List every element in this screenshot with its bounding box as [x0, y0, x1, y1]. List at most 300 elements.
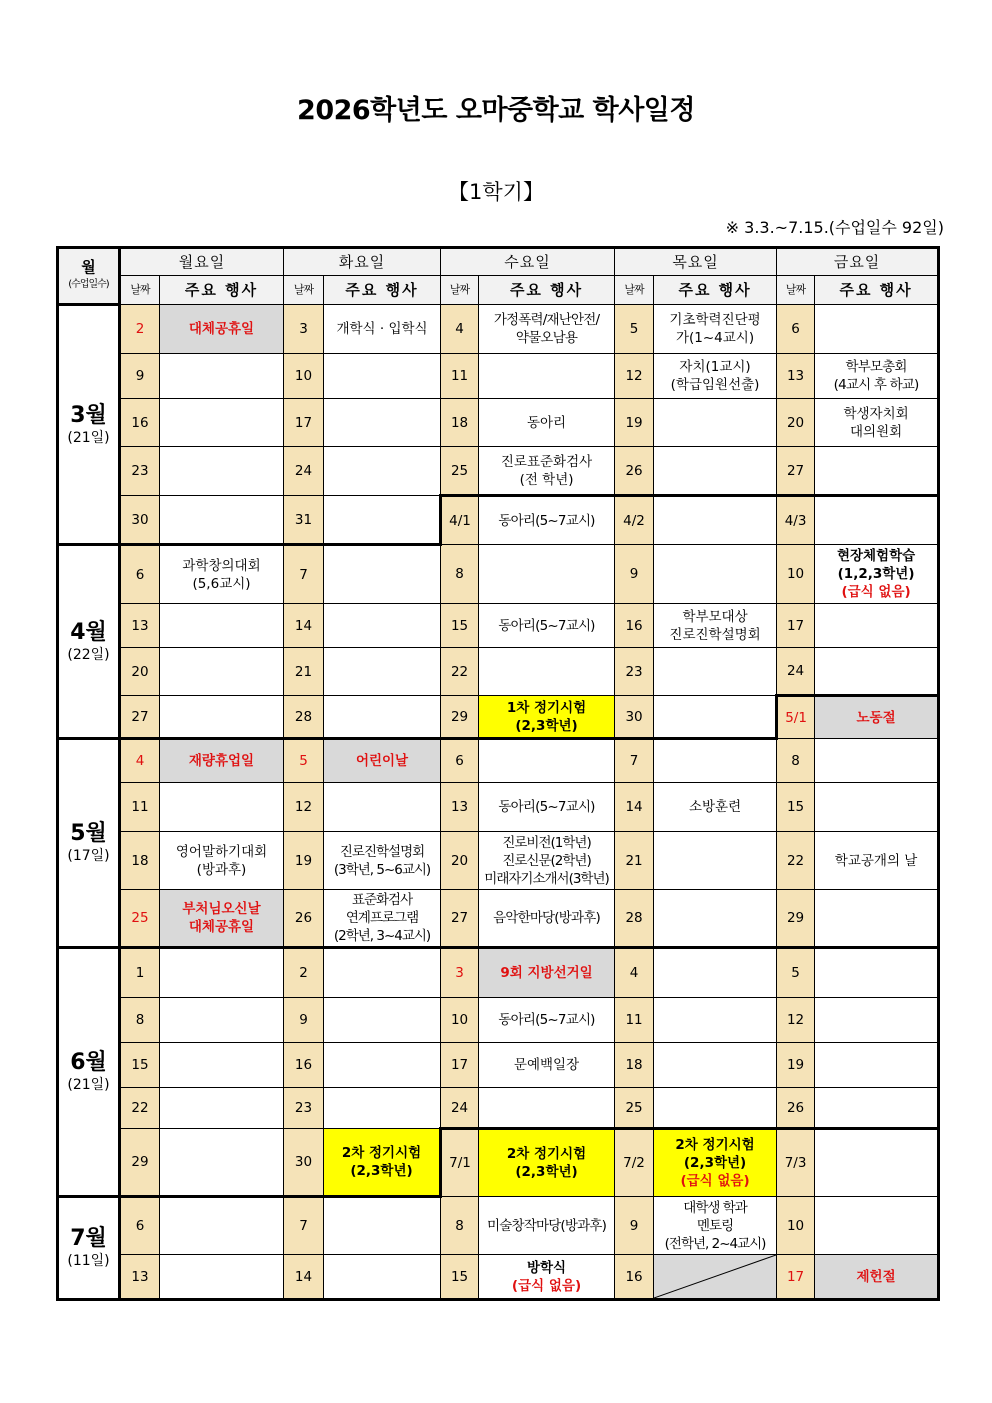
- event-cell-thu: [654, 739, 777, 783]
- date-cell-mon: 15: [120, 1043, 160, 1088]
- date-cell-thu: 21: [615, 832, 654, 890]
- date-cell-wed: 11: [441, 354, 479, 399]
- event-text: 연계프로그램: [345, 910, 419, 926]
- event-cell-mon: [160, 604, 284, 648]
- date-cell-wed: 20: [441, 832, 479, 890]
- event-text: 1차 정기시험: [506, 699, 587, 716]
- day-header-thu: 목요일: [615, 248, 777, 276]
- date-cell-fri: 20: [777, 399, 815, 447]
- event-cell-tue: [324, 832, 441, 890]
- date-cell-fri: 8: [777, 739, 815, 783]
- event-text: 진로표준화검사: [500, 453, 593, 470]
- no-meal-note: (급식 없음): [511, 1277, 582, 1294]
- event-cell-thu: [654, 832, 777, 890]
- event-cell-tue: [324, 648, 441, 696]
- event-text: 과학창의대회: [182, 557, 261, 574]
- event-cell-tue: [324, 1255, 441, 1300]
- event-cell-tue: [324, 890, 441, 948]
- event-cell-wed: [479, 739, 615, 783]
- event-text: 미술창작마당(방과후): [486, 1217, 607, 1234]
- date-cell-mon: 8: [120, 998, 160, 1043]
- event-cell-thu: [654, 948, 777, 998]
- event-cell-tue: [324, 1197, 441, 1255]
- date-cell-fri: 5/1: [777, 696, 815, 739]
- event-cell-fri: [815, 832, 939, 890]
- date-cell-wed: 27: [441, 890, 479, 948]
- date-cell-thu: 30: [615, 696, 654, 739]
- event-text: 미래자기소개서(3학년): [484, 870, 609, 887]
- event-text: (3학년, 5~6교시): [333, 861, 431, 878]
- week-row: [58, 739, 939, 783]
- date-cell-thu: 18: [615, 1043, 654, 1088]
- event-text: 표준화검사: [351, 892, 413, 908]
- date-col-header: 날짜: [615, 276, 654, 305]
- semester-heading: 【1학기】: [448, 180, 544, 204]
- event-cell-thu: [654, 696, 777, 739]
- week-row: [58, 783, 939, 832]
- event-text: 영어말하기대회: [175, 843, 268, 860]
- event-cell-mon: [160, 948, 284, 998]
- event-cell-wed: [479, 354, 615, 399]
- date-cell-fri: 4/3: [777, 496, 815, 545]
- event-cell-thu: [654, 998, 777, 1043]
- week-row: [58, 948, 939, 998]
- event-text: 학부모총회: [845, 359, 907, 375]
- event-text: 학부모대상: [682, 608, 748, 625]
- date-cell-fri: 22: [777, 832, 815, 890]
- event-text: 노동절: [856, 709, 896, 726]
- date-cell-mon: 11: [120, 783, 160, 832]
- calendar-body: [58, 305, 939, 1300]
- event-cell-mon: [160, 305, 284, 354]
- event-text: (1,2,3학년): [837, 566, 915, 582]
- event-text: (4교시 후 하교): [833, 377, 919, 393]
- date-cell-mon: 30: [120, 496, 160, 545]
- event-cell-wed: [479, 998, 615, 1043]
- date-col-header: 날짜: [441, 276, 479, 305]
- date-cell-fri: 15: [777, 783, 815, 832]
- date-cell-wed: 17: [441, 1043, 479, 1088]
- date-cell-tue: 9: [284, 998, 324, 1043]
- event-cell-mon: [160, 1043, 284, 1088]
- event-cell-tue: [324, 783, 441, 832]
- event-cell-wed: [479, 399, 615, 447]
- day-header-wed: 수요일: [441, 248, 615, 276]
- date-cell-tue: 24: [284, 447, 324, 496]
- event-cell-thu: [654, 890, 777, 948]
- date-cell-fri: 17: [777, 604, 815, 648]
- event-cell-thu: [654, 447, 777, 496]
- event-text: (2,3학년): [683, 1155, 747, 1171]
- event-cell-thu: [654, 496, 777, 545]
- event-text: (2,3학년): [515, 1164, 578, 1180]
- event-text: 재량휴업일: [188, 753, 255, 769]
- event-cell-fri: [815, 604, 939, 648]
- event-cell-wed: [479, 1043, 615, 1088]
- event-cell-mon: [160, 832, 284, 890]
- event-cell-fri: [815, 496, 939, 545]
- week-row: [58, 1043, 939, 1088]
- no-meal-note: (급식 없음): [680, 1173, 750, 1189]
- date-cell-mon: 27: [120, 696, 160, 739]
- event-cell-fri: [815, 948, 939, 998]
- date-cell-fri: 6: [777, 305, 815, 354]
- date-cell-fri: 5: [777, 948, 815, 998]
- week-row: [58, 832, 939, 890]
- date-cell-mon: 4: [120, 739, 160, 783]
- event-cell-tue: [324, 1129, 441, 1197]
- event-text: 자치(1교시): [679, 359, 751, 375]
- date-cell-tue: 3: [284, 305, 324, 354]
- event-cell-thu: [654, 604, 777, 648]
- day-header-fri: 금요일: [777, 248, 939, 276]
- event-cell-tue: [324, 739, 441, 783]
- date-cell-tue: 17: [284, 399, 324, 447]
- date-cell-tue: 19: [284, 832, 324, 890]
- date-cell-wed: 10: [441, 998, 479, 1043]
- event-cell-thu: [654, 783, 777, 832]
- date-cell-wed: 6: [441, 739, 479, 783]
- event-cell-thu: [654, 399, 777, 447]
- event-col-header: 주요 행사: [654, 276, 777, 305]
- event-cell-tue: [324, 604, 441, 648]
- date-cell-tue: 21: [284, 648, 324, 696]
- event-cell-fri: [815, 545, 939, 604]
- week-row: [58, 1129, 939, 1197]
- month-header: [58, 248, 120, 305]
- event-cell-fri: [815, 1255, 939, 1300]
- date-cell-mon: 13: [120, 1255, 160, 1300]
- date-cell-wed: 22: [441, 648, 479, 696]
- date-cell-wed: 24: [441, 1088, 479, 1129]
- date-cell-tue: 10: [284, 354, 324, 399]
- event-cell-mon: [160, 739, 284, 783]
- date-cell-thu: 5: [615, 305, 654, 354]
- date-cell-mon: 6: [120, 1197, 160, 1255]
- event-cell-mon: [160, 696, 284, 739]
- event-cell-fri: [815, 1129, 939, 1197]
- event-text: 멘토링: [696, 1217, 734, 1234]
- date-cell-wed: 29: [441, 696, 479, 739]
- event-cell-fri: [815, 305, 939, 354]
- event-text: 대체공휴일: [188, 321, 255, 337]
- date-cell-tue: 12: [284, 783, 324, 832]
- date-cell-fri: 12: [777, 998, 815, 1043]
- date-col-header: 날짜: [120, 276, 160, 305]
- event-col-header: 주요 행사: [815, 276, 939, 305]
- event-cell-wed: [479, 604, 615, 648]
- week-row: [58, 399, 939, 447]
- date-cell-fri: 17: [777, 1255, 815, 1300]
- event-col-header: 주요 행사: [479, 276, 615, 305]
- date-cell-mon: 13: [120, 604, 160, 648]
- event-cell-mon: [160, 890, 284, 948]
- month-label-cell: [58, 948, 120, 1197]
- event-cell-wed: [479, 496, 615, 545]
- event-text: (2학년, 3~4교시): [333, 928, 431, 944]
- month-label-cell: [58, 1197, 120, 1300]
- date-cell-tue: 14: [284, 604, 324, 648]
- event-cell-wed: [479, 1129, 615, 1197]
- event-text: 문예백일장: [513, 1057, 580, 1073]
- no-meal-note: (급식 없음): [841, 584, 911, 600]
- date-col-header: 날짜: [777, 276, 815, 305]
- date-cell-mon: 9: [120, 354, 160, 399]
- date-cell-fri: 26: [777, 1088, 815, 1129]
- event-cell-wed: [479, 545, 615, 604]
- event-cell-tue: [324, 998, 441, 1043]
- event-text: 개학식 · 입학식: [336, 321, 428, 337]
- event-cell-tue: [324, 1088, 441, 1129]
- event-cell-wed: [479, 696, 615, 739]
- event-text: (5,6교시): [192, 575, 251, 592]
- date-col-header: 날짜: [284, 276, 324, 305]
- event-cell-fri: [815, 399, 939, 447]
- event-cell-thu: [654, 354, 777, 399]
- event-col-header: 주요 행사: [160, 276, 284, 305]
- event-cell-mon: [160, 783, 284, 832]
- date-cell-wed: 7/1: [441, 1129, 479, 1197]
- event-cell-tue: [324, 305, 441, 354]
- week-row: [58, 648, 939, 696]
- date-cell-tue: 31: [284, 496, 324, 545]
- event-text: 동아리(5~7교시): [498, 1012, 595, 1028]
- date-cell-wed: 3: [441, 948, 479, 998]
- date-cell-thu: 16: [615, 1255, 654, 1300]
- date-cell-thu: 4: [615, 948, 654, 998]
- date-cell-tue: 14: [284, 1255, 324, 1300]
- event-cell-fri: [815, 696, 939, 739]
- date-cell-tue: 2: [284, 948, 324, 998]
- event-cell-fri: [815, 447, 939, 496]
- month-school-days: (11일): [67, 1253, 110, 1269]
- month-label-cell: [58, 305, 120, 545]
- date-cell-mon: 29: [120, 1129, 160, 1197]
- event-text: (전학년, 2~4교시): [664, 1235, 766, 1252]
- event-cell-fri: [815, 354, 939, 399]
- event-cell-fri: [815, 1197, 939, 1255]
- event-text: 진로진학설명회: [669, 626, 761, 643]
- week-row: [58, 354, 939, 399]
- date-cell-tue: 26: [284, 890, 324, 948]
- period-note: ※ 3.3.~7.15.(수업일수 92일): [725, 218, 944, 237]
- month-name: 6월: [70, 1050, 107, 1075]
- date-cell-wed: 4: [441, 305, 479, 354]
- week-row: [58, 1255, 939, 1300]
- event-cell-thu: [654, 1197, 777, 1255]
- date-cell-fri: 10: [777, 545, 815, 604]
- event-cell-fri: [815, 890, 939, 948]
- event-cell-mon: [160, 998, 284, 1043]
- day-header-mon: 월요일: [120, 248, 284, 276]
- event-cell-wed: [479, 1197, 615, 1255]
- date-cell-tue: 23: [284, 1088, 324, 1129]
- event-text: 학교공개의 날: [834, 852, 918, 869]
- month-school-days: (17일): [67, 848, 110, 864]
- date-cell-thu: 7/2: [615, 1129, 654, 1197]
- week-row: [58, 1197, 939, 1255]
- date-cell-mon: 1: [120, 948, 160, 998]
- event-cell-fri: [815, 648, 939, 696]
- event-text: 소방훈련: [688, 799, 742, 815]
- event-cell-mon: [160, 447, 284, 496]
- month-name: 4월: [70, 619, 107, 645]
- week-row: [58, 998, 939, 1043]
- event-text: 2차 정기시험: [341, 1145, 422, 1161]
- date-cell-mon: 23: [120, 447, 160, 496]
- event-cell-wed: [479, 783, 615, 832]
- date-cell-thu: 9: [615, 1197, 654, 1255]
- event-col-header: 주요 행사: [324, 276, 441, 305]
- event-text: 동아리(5~7교시): [498, 617, 595, 634]
- crossed-out-cell: [654, 1255, 777, 1300]
- date-cell-thu: 4/2: [615, 496, 654, 545]
- event-cell-wed: [479, 948, 615, 998]
- event-text: (전 학년): [519, 471, 574, 488]
- event-text: 대체공휴일: [188, 919, 255, 935]
- event-text: 음악한마당(방과후): [493, 910, 600, 926]
- month-name: 3월: [70, 402, 107, 428]
- date-cell-mon: 18: [120, 832, 160, 890]
- day-header-tue: 화요일: [284, 248, 441, 276]
- event-cell-wed: [479, 1255, 615, 1300]
- week-row: [58, 604, 939, 648]
- event-cell-tue: [324, 399, 441, 447]
- event-text: 동아리(5~7교시): [498, 799, 595, 815]
- month-name: 7월: [70, 1226, 107, 1251]
- week-row: [58, 305, 939, 354]
- event-text: 학생자치회: [843, 405, 909, 422]
- week-row: [58, 696, 939, 739]
- event-text: 기초학력진단평: [669, 312, 761, 328]
- date-cell-thu: 12: [615, 354, 654, 399]
- date-cell-mon: 20: [120, 648, 160, 696]
- event-cell-tue: [324, 496, 441, 545]
- date-cell-wed: 13: [441, 783, 479, 832]
- date-cell-thu: 23: [615, 648, 654, 696]
- event-text: 약물오남용: [515, 330, 578, 346]
- date-cell-wed: 8: [441, 545, 479, 604]
- event-cell-tue: [324, 1043, 441, 1088]
- date-cell-thu: 19: [615, 399, 654, 447]
- date-cell-thu: 25: [615, 1088, 654, 1129]
- event-cell-fri: [815, 783, 939, 832]
- event-cell-mon: [160, 399, 284, 447]
- event-cell-wed: [479, 832, 615, 890]
- event-cell-mon: [160, 1197, 284, 1255]
- date-cell-thu: 16: [615, 604, 654, 648]
- event-text: 부처님오신날: [182, 901, 261, 917]
- event-text: 2차 정기시험: [506, 1146, 587, 1162]
- month-label-cell: [58, 739, 120, 948]
- date-cell-fri: 27: [777, 447, 815, 496]
- event-text: (학급임원선출): [670, 377, 760, 393]
- event-text: 9회 지방선거일: [500, 965, 593, 981]
- event-text: 2차 정기시험: [675, 1137, 755, 1153]
- date-cell-fri: 7/3: [777, 1129, 815, 1197]
- month-school-days: (21일): [67, 429, 110, 446]
- event-cell-thu: [654, 1088, 777, 1129]
- event-text: (2,3학년): [515, 717, 578, 734]
- date-cell-mon: 22: [120, 1088, 160, 1129]
- event-text: 가(1~4교시): [675, 330, 755, 346]
- event-cell-fri: [815, 739, 939, 783]
- event-cell-tue: [324, 545, 441, 604]
- event-cell-mon: [160, 648, 284, 696]
- event-text: 현장체험학습: [836, 548, 916, 564]
- event-text: 진로신문(2학년): [502, 852, 591, 869]
- date-cell-tue: 16: [284, 1043, 324, 1088]
- month-school-days: (21일): [67, 1077, 110, 1093]
- event-text: 방학식: [526, 1259, 567, 1276]
- event-text: 동아리: [526, 414, 567, 431]
- date-cell-mon: 6: [120, 545, 160, 604]
- event-text: 대학생 학과: [683, 1199, 747, 1216]
- date-cell-mon: 16: [120, 399, 160, 447]
- date-cell-wed: 25: [441, 447, 479, 496]
- event-cell-wed: [479, 890, 615, 948]
- date-cell-thu: 11: [615, 998, 654, 1043]
- event-cell-wed: [479, 447, 615, 496]
- event-cell-fri: [815, 998, 939, 1043]
- academic-calendar-table: [56, 246, 940, 1301]
- month-label-cell: [58, 545, 120, 739]
- event-cell-fri: [815, 1043, 939, 1088]
- event-cell-thu: [654, 305, 777, 354]
- week-row: [58, 1088, 939, 1129]
- diagonal-line-icon: [654, 1255, 776, 1298]
- date-cell-mon: 2: [120, 305, 160, 354]
- week-row: [58, 545, 939, 604]
- event-cell-thu: [654, 545, 777, 604]
- week-row: [58, 447, 939, 496]
- date-cell-tue: 30: [284, 1129, 324, 1197]
- event-text: 진로진학설명회: [339, 843, 425, 860]
- date-cell-thu: 9: [615, 545, 654, 604]
- date-cell-tue: 5: [284, 739, 324, 783]
- date-cell-thu: 28: [615, 890, 654, 948]
- date-cell-wed: 15: [441, 1255, 479, 1300]
- event-cell-tue: [324, 948, 441, 998]
- event-cell-tue: [324, 447, 441, 496]
- month-name: 5월: [70, 821, 107, 846]
- event-text: 진로비전(1학년): [502, 834, 591, 851]
- event-cell-tue: [324, 696, 441, 739]
- date-cell-fri: 24: [777, 648, 815, 696]
- month-header-sub: (수업일수): [68, 279, 109, 290]
- date-cell-thu: 26: [615, 447, 654, 496]
- date-cell-thu: 14: [615, 783, 654, 832]
- event-text: 어린이날: [355, 753, 409, 769]
- event-cell-mon: [160, 1088, 284, 1129]
- date-cell-mon: 25: [120, 890, 160, 948]
- event-cell-thu: [654, 648, 777, 696]
- event-cell-mon: [160, 496, 284, 545]
- month-school-days: (22일): [67, 646, 110, 663]
- event-cell-mon: [160, 1255, 284, 1300]
- date-cell-fri: 10: [777, 1197, 815, 1255]
- date-cell-wed: 4/1: [441, 496, 479, 545]
- event-text: 제헌절: [856, 1268, 896, 1285]
- date-cell-wed: 18: [441, 399, 479, 447]
- month-header-label: 월: [81, 258, 96, 276]
- date-cell-thu: 7: [615, 739, 654, 783]
- week-row: [58, 496, 939, 545]
- page-title: 2026학년도 오마중학교 학사일정: [297, 95, 695, 126]
- event-cell-wed: [479, 305, 615, 354]
- event-cell-tue: [324, 354, 441, 399]
- date-cell-wed: 8: [441, 1197, 479, 1255]
